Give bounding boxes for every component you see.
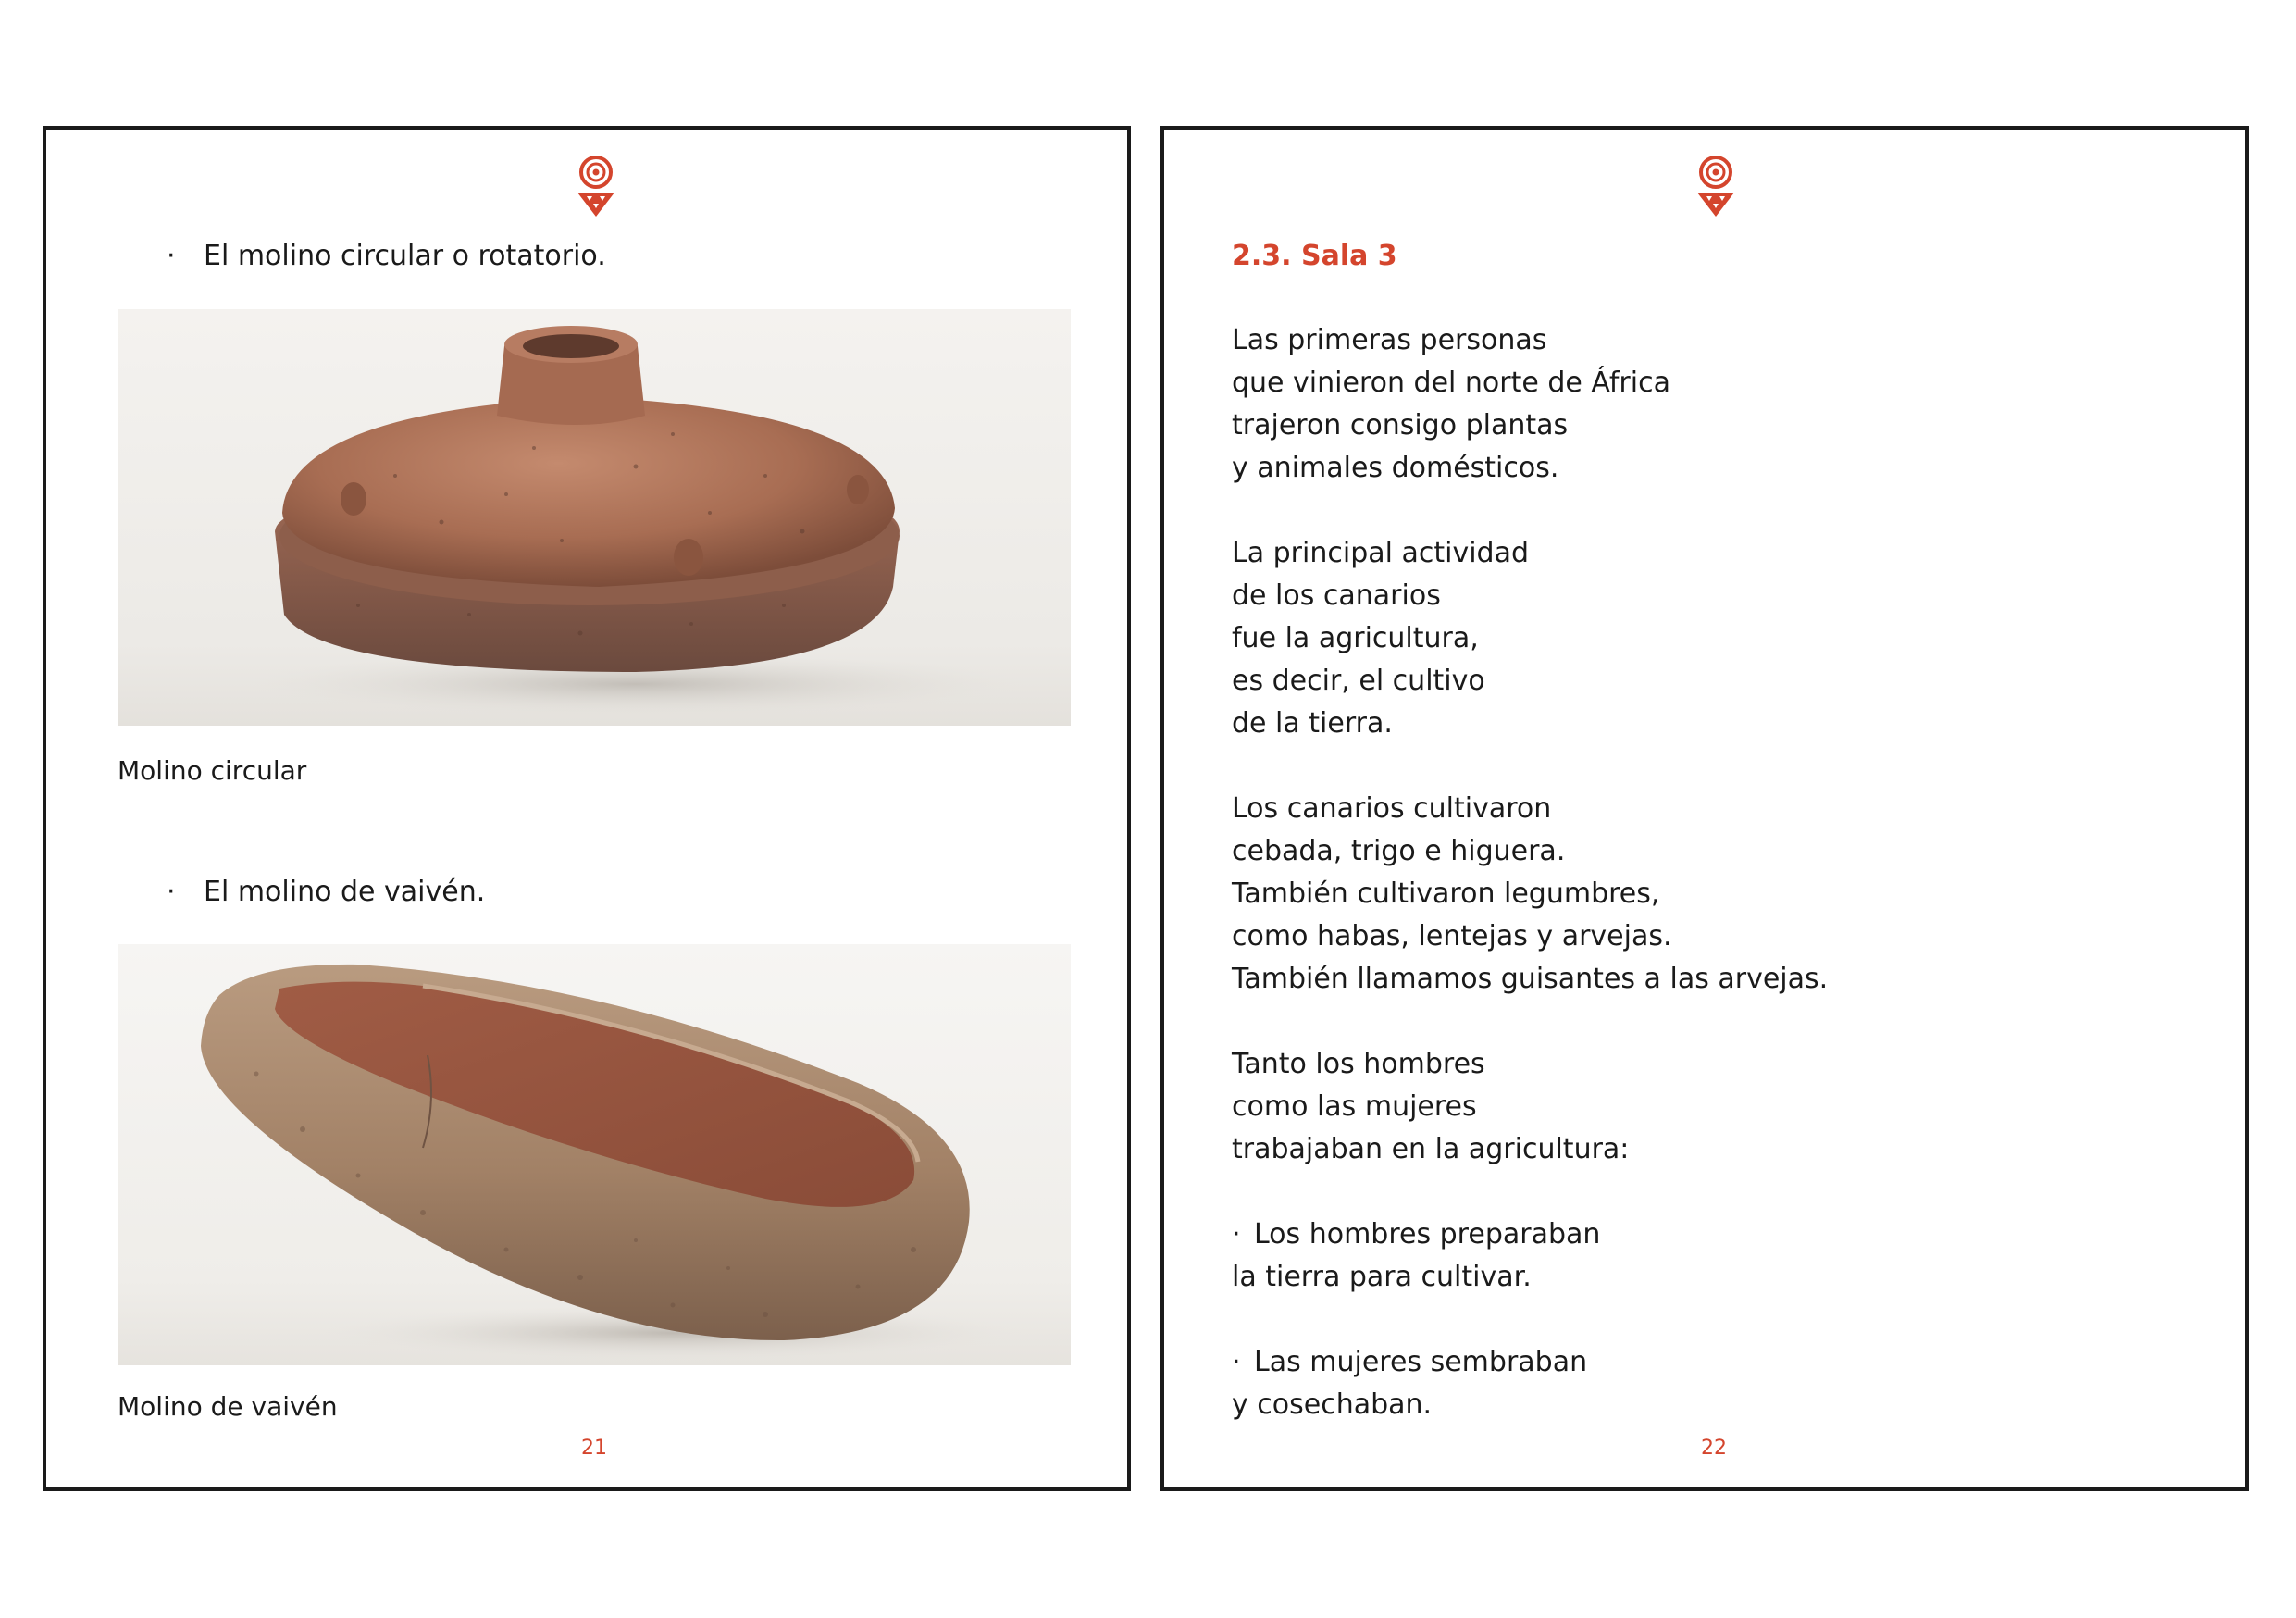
bullet-dot: · [1232,1346,1241,1378]
text-line: También llamamos guisantes a las arvejas. [1232,963,1829,995]
back-and-forth-mill-photo [118,944,1071,1365]
text-line: Tanto los hombres [1232,1048,1485,1080]
museum-logo-icon [576,156,616,220]
left-page [43,126,1131,1491]
bullet-dot: · [167,240,176,272]
text-line [1232,1341,1828,1384]
text-line: de la tierra. [1232,707,1393,740]
bullet-text: El molino de vaivén. [204,876,486,908]
text-line: cebada, trigo e higuera. [1232,835,1566,867]
text-line [1232,1214,1828,1256]
page-number: 21 [581,1437,607,1460]
bullet-text: Los hombres preparaban [1254,1218,1601,1251]
museum-logo-icon [1695,156,1736,220]
text-line: trajeron consigo plantas [1232,409,1569,442]
text-line: trabajaban en la agricultura: [1232,1133,1630,1165]
text-line: Las primeras personas [1232,324,1547,356]
text-line: la tierra para cultivar. [1232,1261,1532,1293]
text-line: es decir, el cultivo [1232,665,1485,697]
right-page [1160,126,2249,1491]
text-line: que vinieron del norte de África [1232,367,1670,399]
bullet-item-circular-mill [167,235,606,278]
text-line: Los canarios cultivaron [1232,792,1552,825]
paragraph-bullet-men [1232,1214,1828,1299]
circular-mill-photo [118,309,1071,726]
text-line: y cosechaban. [1232,1388,1433,1421]
paragraph [1232,532,1828,745]
body-text [1232,319,1828,1469]
bullet-dot: · [167,876,176,908]
section-title: 2.3. Sala 3 [1232,240,1397,272]
paragraph [1232,1043,1828,1171]
bullet-text: El molino circular o rotatorio. [204,240,606,272]
bullet-text: Las mujeres sembraban [1254,1346,1588,1378]
caption-circular-mill: Molino circular [118,755,307,786]
paragraph [1232,319,1828,490]
text-line: y animales domésticos. [1232,452,1559,484]
bullet-dot: · [1232,1218,1241,1251]
page-number: 22 [1701,1437,1727,1460]
text-line: fue la agricultura, [1232,622,1479,654]
text-line: como las mujeres [1232,1090,1477,1123]
text-line: de los canarios [1232,579,1441,612]
text-line: La principal actividad [1232,537,1530,569]
text-line: como habas, lentejas y arvejas. [1232,920,1672,952]
paragraph [1232,788,1828,1001]
paragraph-bullet-women [1232,1341,1828,1426]
caption-back-and-forth-mill: Molino de vaivén [118,1391,338,1422]
text-line: También cultivaron legumbres, [1232,877,1660,910]
bullet-item-back-and-forth-mill [167,871,485,914]
